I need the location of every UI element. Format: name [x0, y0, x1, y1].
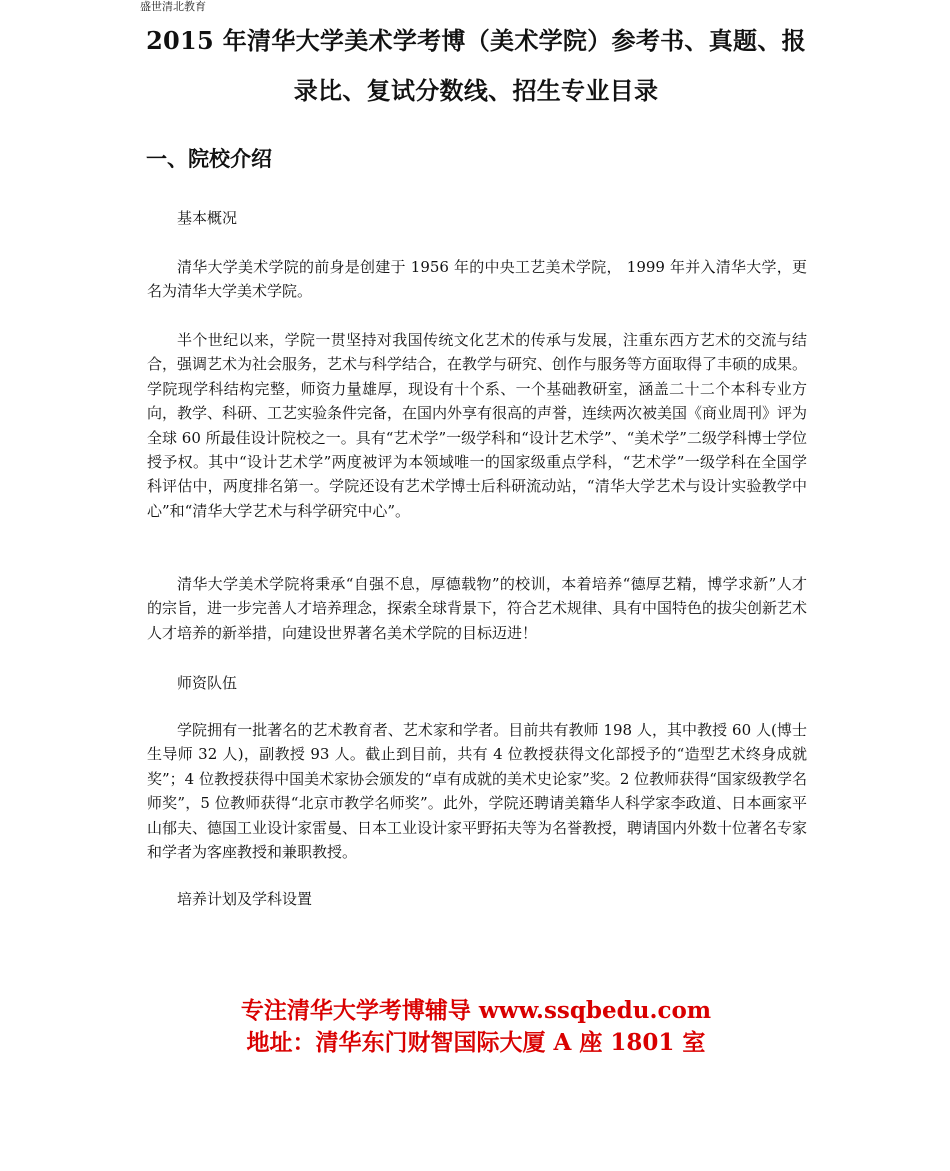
- subheading-faculty: 师资队伍: [177, 674, 238, 692]
- paragraph-achievements: 半个世纪以来，学院一贯坚持对我国传统文化艺术的传承与发展，注重东西方艺术的交流与结合，强调艺术为社会服务，艺术与科学结合，在教学与研究、创作与服务等方面取得了丰硕的成果。学院现学科结构完整，师资力量雄厚，现设有十个系、一个基础教研室，涵盖二十二个本科专业方向，教学、科研、工艺实验条件完备，在国内外享有很高的声誉，连续两次被美国《商业周刊》评为全球 60 所最佳设计院校之一。具有“艺术学”一级学科和“设计艺术学”、“美术学”二级学科博士学位授予权。其中“设计艺术学”两度被评为本领域唯一的国家级重点学科，“艺术学”一级学科在全国学科评估中，两度排名第一。学院还设有艺术学博士后科研流动站，“清华大学艺术与设计实验教学中心”和“清华大学艺术与科学研究中心”。: [147, 331, 808, 520]
- paragraph-history: 清华大学美术学院的前身是创建于 1956 年的中央工艺美术学院， 1999 年并入清华大学，更名为清华大学美术学院。: [147, 258, 807, 301]
- title-line-2: 录比、复试分数线、招生专业目录: [293, 76, 659, 105]
- paragraph-mission: 清华大学美术学院将秉承“自强不息，厚德载物”的校训，本着培养“德厚艺精，博学求新”人才的宗旨，进一步完善人才培养理念，探索全球背景下，符合艺术规律、具有中国特色的拔尖创新艺术人才培养的新举措，向建设世界著名美术学院的目标迈进！: [147, 575, 808, 642]
- document-title: [140, 16, 812, 116]
- footer-address-line: 地址：清华东门财智国际大厦 A 座 1801 室: [246, 1029, 706, 1056]
- section-heading-school-intro: 一、院校介绍: [146, 146, 272, 171]
- subheading-overview: 基本概况: [177, 209, 238, 227]
- title-line-1: 2015 年清华大学美术学考博（美术学院）参考书、真题、报: [146, 26, 806, 55]
- paragraph-faculty: 学院拥有一批著名的艺术教育者、艺术家和学者。目前共有教师 198 人，其中教授 60 人(博士生导师 32 人)，副教授 93 人。截止到目前，共有 4 位教授获得文化部授予的“造型艺术终身成就奖”；4 位教授获得中国美术家协会颁发的“卓有成就的美术史论家”奖。2 位教师获得“国家级教学名师奖”，5 位教师获得“北京市教学名师奖”。此外，学院还聘请美籍华人科学家李政道、日本画家平山郁夫、德国工业设计家雷曼、日本工业设计家平野拓夫等为名誉教授，聘请国内外数十位著名专家和学者为客座教授和兼职教授。: [147, 721, 808, 862]
- header-brand-mark: 盛世清北教育: [140, 0, 206, 13]
- subheading-training: 培养计划及学科设置: [177, 890, 313, 908]
- footer-promo-line: 专注清华大学考博辅导 www.ssqbedu.com: [240, 997, 712, 1024]
